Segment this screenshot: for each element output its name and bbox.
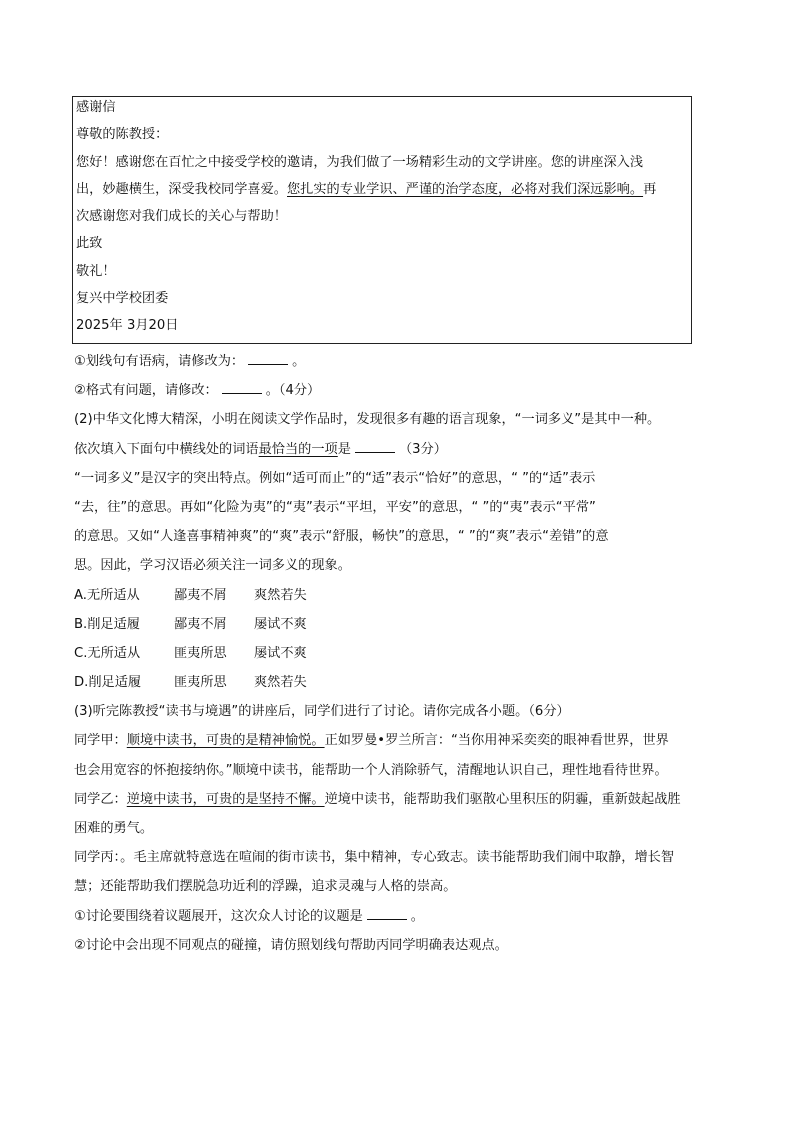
q3-intro: (3)听完陈教授“读书与境遇”的讲座后，同学们进行了讨论。请你完成各小题。（6分） — [74, 704, 570, 720]
student-c-line-2: 慧；还能帮助我们摆脱急功近利的浮躁，追求灵魂与人格的崇高。 — [74, 879, 457, 895]
q3-sub-1 — [74, 907, 724, 927]
student-c-line-1: 同学丙：。毛主席就特意选在喧闹的街市读书，集中精神，专心致志。读书能帮助我们闹中取静，增长智 — [74, 850, 675, 866]
letter-signature: 复兴中学校团委 — [76, 291, 169, 307]
option-b[interactable] — [74, 615, 724, 635]
student-a-line-2: 也会用宽容的怀抱接纳你。”顺境中读书，能帮助一个人消除骄气，清醒地认识自己，理性地看待世界。 — [74, 762, 668, 778]
student-a-line-1 — [74, 731, 724, 751]
underlined-sentence: 顺境中读书，可贵的是精神愉悦。 — [126, 733, 325, 749]
speaker-label: 同学甲： — [74, 733, 127, 749]
question-content — [74, 352, 724, 965]
discussion-text: 逆境中读书，能帮助我们驱散心里积压的阴霾，重新鼓起战胜 — [324, 791, 681, 807]
letter-body-text: 出，妙趣横生，深受我校同学喜爱。 — [76, 181, 287, 197]
question-text: ①讨论要围绕着议题展开，这次众人讨论的议题是 — [74, 908, 363, 924]
question-text: （3分） — [398, 441, 447, 457]
q2-paragraph-line-1: “一词多义”是汉字的突出特点。例如“适可而止”的“适”表示“恰好”的意思，“ ”的“适”表示 — [74, 470, 596, 486]
option-word: 屡试不爽 — [254, 645, 307, 661]
question-text: 。（4分） — [265, 383, 321, 399]
answer-blank[interactable] — [222, 381, 262, 394]
option-word: 鄙夷不屑 — [174, 587, 227, 603]
student-b-line-2: 困难的勇气。 — [74, 821, 154, 836]
speaker-label: 同学乙： — [74, 791, 127, 807]
option-word: D.削足适履 — [74, 675, 142, 691]
letter-salutation: 尊敬的陈教授： — [76, 127, 169, 143]
q2-line-2 — [74, 440, 724, 460]
answer-blank[interactable] — [355, 440, 395, 453]
option-word: A.无所适从 — [74, 587, 140, 603]
letter-closing-2: 敬礼！ — [76, 263, 116, 279]
question-text: 。 — [292, 354, 306, 369]
option-word: 匪夷所思 — [174, 645, 227, 661]
q2-paragraph-line-2: “去，往”的意思。再如“化险为夷”的“夷”表示“平坦，平安”的意思，“ ”的“夷”表示“平常” — [74, 499, 596, 515]
q2-line-1: (2)中华文化博大精深，小明在阅读文学作品时，发现很多有趣的语言现象，“一词多义”是其中一种。 — [74, 412, 661, 428]
letter-body-line-3: 次感谢您对我们成长的关心与帮助！ — [76, 209, 287, 225]
option-word: B.削足适履 — [74, 616, 140, 632]
option-word: 鄙夷不屑 — [174, 616, 227, 632]
question-text: 是 — [337, 441, 351, 457]
underlined-phrase: 最恰当的一项 — [258, 441, 338, 457]
option-c[interactable] — [74, 644, 724, 664]
letter-body-line-2 — [76, 180, 691, 207]
discussion-text: 正如罗曼•罗兰所言：“当你用神采奕奕的眼神看世界，世界 — [324, 733, 669, 749]
letter-body-line-1: 您好！感谢您在百忙之中接受学校的邀请，为我们做了一场精彩生动的文学讲座。您的讲座深入浅 — [76, 154, 644, 170]
q2-paragraph-line-3: 的意思。又如“人逢喜事精神爽”的“爽”表示“舒服，畅快”的意思，“ ”的“爽”表示“差错”的意 — [74, 529, 609, 545]
letter-title: 感谢信 — [76, 100, 116, 115]
option-word: 爽然若失 — [254, 675, 307, 691]
option-a[interactable] — [74, 586, 724, 606]
question-text: ①划线句有语病，请修改为： — [74, 354, 245, 369]
letter-date: 2025年 3月20日 — [76, 318, 179, 334]
thank-you-letter-box — [72, 96, 692, 344]
answer-blank[interactable] — [248, 352, 288, 365]
q1-item-1 — [74, 352, 724, 372]
q3-sub-2: ②讨论中会出现不同观点的碰撞，请仿照划线句帮助丙同学明确表达观点。 — [74, 937, 508, 953]
q2-paragraph-line-4: 思。因此，学习汉语必须关注一词多义的现象。 — [74, 558, 351, 574]
option-word: 屡试不爽 — [254, 616, 307, 632]
question-text: ②格式有问题，请修改： — [74, 383, 218, 399]
student-b-line-1 — [74, 790, 724, 810]
question-text: 。 — [410, 908, 424, 924]
letter-closing-1: 此致 — [76, 236, 103, 252]
option-word: 匪夷所思 — [174, 675, 227, 691]
question-text: 依次填入下面句中横线处的词语 — [74, 441, 259, 457]
answer-blank[interactable] — [367, 907, 407, 920]
option-d[interactable] — [74, 673, 724, 693]
q1-item-2 — [74, 381, 724, 401]
letter-body-text: 再 — [643, 181, 657, 197]
option-word: 爽然若失 — [254, 587, 307, 603]
option-word: C.无所适从 — [74, 645, 141, 661]
underlined-sentence: 您扎实的专业学识、严谨的治学态度，必将对我们深远影响。 — [287, 181, 644, 197]
underlined-sentence: 逆境中读书，可贵的是坚持不懈。 — [126, 791, 325, 807]
